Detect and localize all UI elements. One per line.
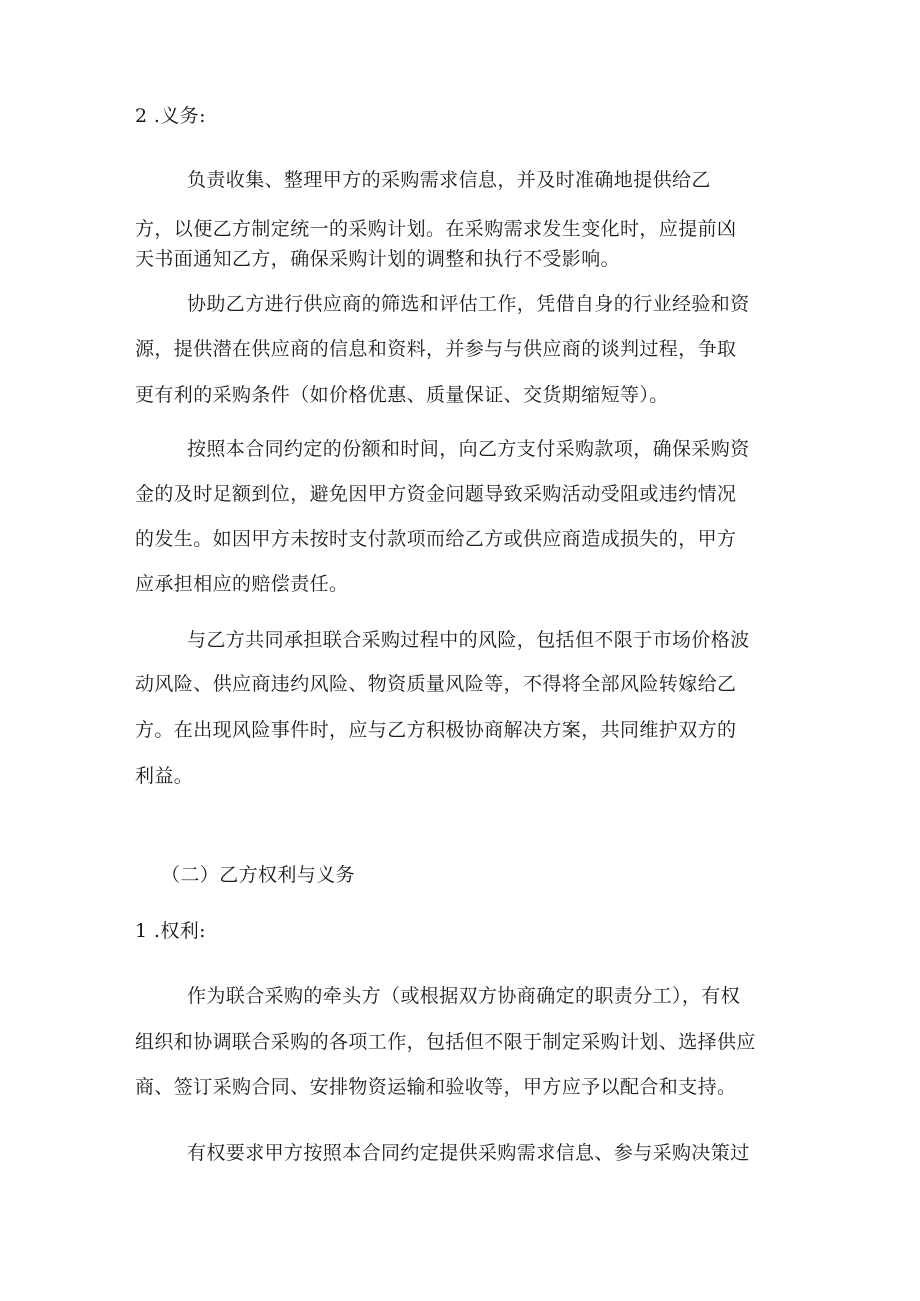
section-b-heading: （二）乙方权利与义务 (161, 864, 356, 886)
duty-paragraph-4-line-4: 利益。 (135, 765, 194, 787)
duty-paragraph-2-line-2: 源，提供潜在供应商的信息和资料，并参与与供应商的谈判过程，争取 (135, 338, 737, 360)
duty-paragraph-2-line-1: 协助乙方进行供应商的筛选和评估工作，凭借自身的行业经验和资 (187, 293, 750, 315)
duty-paragraph-3-line-4: 应承担相应的赔偿责任。 (135, 573, 349, 595)
duty-paragraph-4-line-2: 动风险、供应商违约风险、物资质量风险等，不得将全部风险转嫁给乙 (135, 673, 737, 695)
rights-paragraph-1-line-3: 商、签订采购合同、安排物资运输和验收等，甲方应予以配合和支持。 (135, 1076, 737, 1098)
duty-paragraph-4-line-3: 方。在出现风险事件时，应与乙方积极协商解决方案，共同维护双方的 (135, 719, 737, 741)
duty-paragraph-4-line-1: 与乙方共同承担联合采购过程中的风险，包括但不限于市场价格波 (187, 629, 750, 651)
duty-heading: 2 .义务: (135, 105, 206, 127)
duty-paragraph-3-line-2: 金的及时足额到位，避免因甲方资金问题导致采购活动受阻或违约情况 (135, 483, 737, 505)
rights-paragraph-1-line-1: 作为联合采购的牵头方（或根据双方协商确定的职责分工），有权 (187, 985, 741, 1007)
rights-paragraph-1-line-2: 组织和协调联合采购的各项工作，包括但不限于制定采购计划、选择供应 (135, 1031, 756, 1053)
duty-paragraph-3-line-1: 按照本合同约定的份额和时间，向乙方支付采购款项，确保采购资 (187, 438, 750, 460)
duty-paragraph-1-line-3: 天书面通知乙方，确保采购计划的调整和执行不受影响。 (135, 248, 621, 270)
rights-heading: 1 .权利: (135, 920, 206, 942)
duty-paragraph-1-line-1: 负责收集、整理甲方的采购需求信息，并及时准确地提供给乙 (187, 169, 711, 191)
duty-paragraph-1-line-2: 方，以便乙方制定统一的采购计划。在采购需求发生变化时，应提前凶 (135, 218, 737, 240)
rights-paragraph-2-line-1: 有权要求甲方按照本合同约定提供采购需求信息、参与采购决策过 (187, 1142, 750, 1164)
duty-paragraph-3-line-3: 的发生。如因甲方未按时支付款项而给乙方或供应商造成损失的，甲方 (135, 528, 737, 550)
duty-paragraph-2-line-3: 更有利的采购条件（如价格优惠、质量保证、交货期缩短等）。 (135, 384, 669, 406)
